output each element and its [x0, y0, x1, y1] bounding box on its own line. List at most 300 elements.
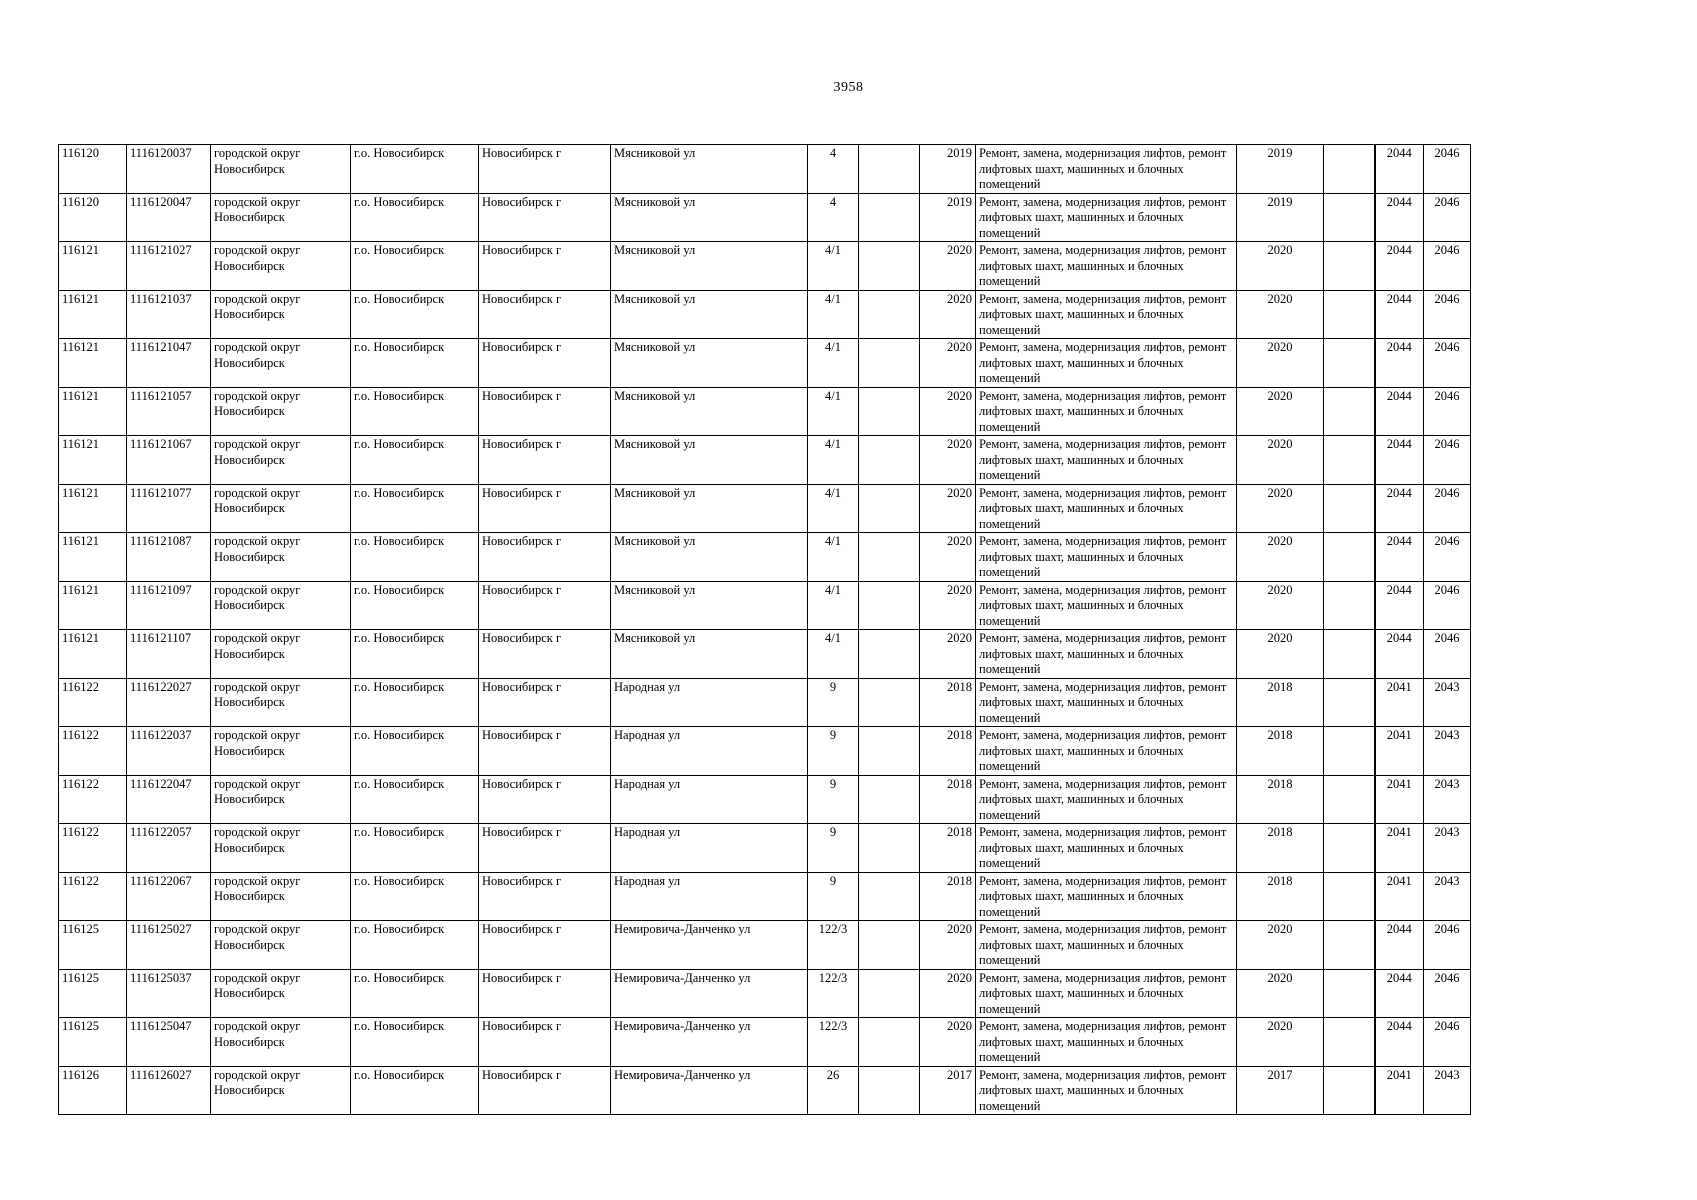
- planned-year-cell: 2020: [1237, 484, 1324, 533]
- planned-year-cell: 2018: [1237, 872, 1324, 921]
- empty-cell: [859, 533, 920, 582]
- blank-cell: [1324, 145, 1375, 194]
- element-id-cell: 1116121047: [127, 339, 211, 388]
- work-type-cell: Ремонт, замена, модернизация лифтов, ремонт лифтовых шахт, машинных и блочных помещений: [976, 921, 1237, 970]
- municipality-cell: городской округ Новосибирск: [211, 727, 351, 776]
- period-end-cell: 2046: [1424, 339, 1471, 388]
- district-cell: г.о. Новосибирск: [351, 533, 479, 582]
- house-number-cell: 4/1: [808, 339, 859, 388]
- house-id-cell: 116121: [59, 484, 127, 533]
- city-cell: Новосибирск г: [479, 242, 611, 291]
- empty-cell: [859, 1018, 920, 1067]
- year-cell: 2017: [920, 1066, 976, 1115]
- planned-year-cell: 2018: [1237, 727, 1324, 776]
- municipality-cell: городской округ Новосибирск: [211, 290, 351, 339]
- street-cell: Народная ул: [611, 872, 808, 921]
- house-id-cell: 116121: [59, 436, 127, 485]
- year-cell: 2020: [920, 484, 976, 533]
- city-cell: Новосибирск г: [479, 824, 611, 873]
- table-row: [59, 339, 1471, 388]
- district-cell: г.о. Новосибирск: [351, 824, 479, 873]
- element-id-cell: 1116121057: [127, 387, 211, 436]
- registry-table: [58, 144, 1471, 1115]
- work-type-cell: Ремонт, замена, модернизация лифтов, ремонт лифтовых шахт, машинных и блочных помещений: [976, 630, 1237, 679]
- street-cell: Мясниковой ул: [611, 436, 808, 485]
- municipality-cell: городской округ Новосибирск: [211, 824, 351, 873]
- house-id-cell: 116120: [59, 193, 127, 242]
- year-cell: 2020: [920, 969, 976, 1018]
- district-cell: г.о. Новосибирск: [351, 630, 479, 679]
- street-cell: Мясниковой ул: [611, 339, 808, 388]
- city-cell: Новосибирск г: [479, 1018, 611, 1067]
- table-row: [59, 436, 1471, 485]
- house-id-cell: 116122: [59, 678, 127, 727]
- table-body: [59, 145, 1471, 1115]
- work-type-cell: Ремонт, замена, модернизация лифтов, ремонт лифтовых шахт, машинных и блочных помещений: [976, 484, 1237, 533]
- period-end-cell: 2046: [1424, 921, 1471, 970]
- house-number-cell: 9: [808, 775, 859, 824]
- municipality-cell: городской округ Новосибирск: [211, 921, 351, 970]
- element-id-cell: 1116121107: [127, 630, 211, 679]
- period-start-cell: 2044: [1375, 290, 1424, 339]
- house-number-cell: 4: [808, 193, 859, 242]
- city-cell: Новосибирск г: [479, 193, 611, 242]
- period-start-cell: 2044: [1375, 581, 1424, 630]
- period-end-cell: 2046: [1424, 581, 1471, 630]
- table-row: [59, 872, 1471, 921]
- city-cell: Новосибирск г: [479, 678, 611, 727]
- blank-cell: [1324, 436, 1375, 485]
- empty-cell: [859, 630, 920, 679]
- planned-year-cell: 2020: [1237, 387, 1324, 436]
- table-row: [59, 824, 1471, 873]
- year-cell: 2019: [920, 193, 976, 242]
- street-cell: Мясниковой ул: [611, 145, 808, 194]
- planned-year-cell: 2019: [1237, 145, 1324, 194]
- empty-cell: [859, 872, 920, 921]
- work-type-cell: Ремонт, замена, модернизация лифтов, ремонт лифтовых шахт, машинных и блочных помещений: [976, 387, 1237, 436]
- year-cell: 2020: [920, 533, 976, 582]
- element-id-cell: 1116120047: [127, 193, 211, 242]
- blank-cell: [1324, 290, 1375, 339]
- house-id-cell: 116121: [59, 630, 127, 679]
- year-cell: 2018: [920, 872, 976, 921]
- planned-year-cell: 2020: [1237, 921, 1324, 970]
- element-id-cell: 1116121067: [127, 436, 211, 485]
- period-end-cell: 2043: [1424, 678, 1471, 727]
- district-cell: г.о. Новосибирск: [351, 969, 479, 1018]
- period-start-cell: 2044: [1375, 1018, 1424, 1067]
- planned-year-cell: 2020: [1237, 339, 1324, 388]
- period-start-cell: 2044: [1375, 242, 1424, 291]
- element-id-cell: 1116121037: [127, 290, 211, 339]
- period-end-cell: 2043: [1424, 1066, 1471, 1115]
- empty-cell: [859, 290, 920, 339]
- period-start-cell: 2044: [1375, 387, 1424, 436]
- district-cell: г.о. Новосибирск: [351, 581, 479, 630]
- blank-cell: [1324, 1066, 1375, 1115]
- house-number-cell: 4/1: [808, 387, 859, 436]
- district-cell: г.о. Новосибирск: [351, 1018, 479, 1067]
- period-start-cell: 2041: [1375, 872, 1424, 921]
- year-cell: 2018: [920, 678, 976, 727]
- period-end-cell: 2043: [1424, 824, 1471, 873]
- street-cell: Мясниковой ул: [611, 581, 808, 630]
- period-start-cell: 2044: [1375, 484, 1424, 533]
- house-number-cell: 122/3: [808, 969, 859, 1018]
- street-cell: Мясниковой ул: [611, 630, 808, 679]
- table-row: [59, 484, 1471, 533]
- municipality-cell: городской округ Новосибирск: [211, 242, 351, 291]
- district-cell: г.о. Новосибирск: [351, 484, 479, 533]
- municipality-cell: городской округ Новосибирск: [211, 387, 351, 436]
- house-id-cell: 116121: [59, 533, 127, 582]
- street-cell: Мясниковой ул: [611, 193, 808, 242]
- city-cell: Новосибирск г: [479, 1066, 611, 1115]
- planned-year-cell: 2020: [1237, 581, 1324, 630]
- planned-year-cell: 2020: [1237, 436, 1324, 485]
- city-cell: Новосибирск г: [479, 339, 611, 388]
- city-cell: Новосибирск г: [479, 581, 611, 630]
- empty-cell: [859, 727, 920, 776]
- city-cell: Новосибирск г: [479, 775, 611, 824]
- table-row: [59, 145, 1471, 194]
- period-end-cell: 2046: [1424, 630, 1471, 679]
- blank-cell: [1324, 484, 1375, 533]
- blank-cell: [1324, 969, 1375, 1018]
- year-cell: 2020: [920, 581, 976, 630]
- blank-cell: [1324, 242, 1375, 291]
- district-cell: г.о. Новосибирск: [351, 872, 479, 921]
- blank-cell: [1324, 339, 1375, 388]
- work-type-cell: Ремонт, замена, модернизация лифтов, ремонт лифтовых шахт, машинных и блочных помещений: [976, 872, 1237, 921]
- period-start-cell: 2041: [1375, 824, 1424, 873]
- period-end-cell: 2046: [1424, 1018, 1471, 1067]
- work-type-cell: Ремонт, замена, модернизация лифтов, ремонт лифтовых шахт, машинных и блочных помещений: [976, 242, 1237, 291]
- table-row: [59, 242, 1471, 291]
- period-end-cell: 2046: [1424, 484, 1471, 533]
- street-cell: Народная ул: [611, 775, 808, 824]
- house-number-cell: 9: [808, 678, 859, 727]
- house-number-cell: 4/1: [808, 436, 859, 485]
- period-end-cell: 2046: [1424, 242, 1471, 291]
- year-cell: 2020: [920, 630, 976, 679]
- street-cell: Народная ул: [611, 727, 808, 776]
- house-number-cell: 122/3: [808, 1018, 859, 1067]
- municipality-cell: городской округ Новосибирск: [211, 484, 351, 533]
- period-end-cell: 2046: [1424, 387, 1471, 436]
- empty-cell: [859, 678, 920, 727]
- district-cell: г.о. Новосибирск: [351, 290, 479, 339]
- element-id-cell: 1116121027: [127, 242, 211, 291]
- city-cell: Новосибирск г: [479, 872, 611, 921]
- period-start-cell: 2044: [1375, 193, 1424, 242]
- house-id-cell: 116121: [59, 387, 127, 436]
- district-cell: г.о. Новосибирск: [351, 145, 479, 194]
- city-cell: Новосибирск г: [479, 145, 611, 194]
- street-cell: Мясниковой ул: [611, 242, 808, 291]
- element-id-cell: 1116122037: [127, 727, 211, 776]
- house-number-cell: 4/1: [808, 290, 859, 339]
- work-type-cell: Ремонт, замена, модернизация лифтов, ремонт лифтовых шахт, машинных и блочных помещений: [976, 436, 1237, 485]
- house-number-cell: 26: [808, 1066, 859, 1115]
- table-row: [59, 193, 1471, 242]
- city-cell: Новосибирск г: [479, 533, 611, 582]
- city-cell: Новосибирск г: [479, 630, 611, 679]
- street-cell: Народная ул: [611, 824, 808, 873]
- year-cell: 2018: [920, 727, 976, 776]
- element-id-cell: 1116125047: [127, 1018, 211, 1067]
- municipality-cell: городской округ Новосибирск: [211, 193, 351, 242]
- municipality-cell: городской округ Новосибирск: [211, 1066, 351, 1115]
- blank-cell: [1324, 533, 1375, 582]
- work-type-cell: Ремонт, замена, модернизация лифтов, ремонт лифтовых шахт, машинных и блочных помещений: [976, 775, 1237, 824]
- planned-year-cell: 2019: [1237, 193, 1324, 242]
- district-cell: г.о. Новосибирск: [351, 387, 479, 436]
- house-number-cell: 4/1: [808, 533, 859, 582]
- municipality-cell: городской округ Новосибирск: [211, 436, 351, 485]
- empty-cell: [859, 242, 920, 291]
- district-cell: г.о. Новосибирск: [351, 727, 479, 776]
- element-id-cell: 1116120037: [127, 145, 211, 194]
- work-type-cell: Ремонт, замена, модернизация лифтов, ремонт лифтовых шахт, машинных и блочных помещений: [976, 727, 1237, 776]
- house-id-cell: 116122: [59, 727, 127, 776]
- element-id-cell: 1116122027: [127, 678, 211, 727]
- blank-cell: [1324, 630, 1375, 679]
- planned-year-cell: 2018: [1237, 824, 1324, 873]
- house-id-cell: 116121: [59, 581, 127, 630]
- year-cell: 2020: [920, 290, 976, 339]
- table-row: [59, 581, 1471, 630]
- planned-year-cell: 2017: [1237, 1066, 1324, 1115]
- blank-cell: [1324, 1018, 1375, 1067]
- period-start-cell: 2044: [1375, 339, 1424, 388]
- period-start-cell: 2044: [1375, 533, 1424, 582]
- element-id-cell: 1116122047: [127, 775, 211, 824]
- house-number-cell: 4/1: [808, 484, 859, 533]
- empty-cell: [859, 921, 920, 970]
- city-cell: Новосибирск г: [479, 969, 611, 1018]
- table-row: [59, 1018, 1471, 1067]
- blank-cell: [1324, 193, 1375, 242]
- year-cell: 2020: [920, 436, 976, 485]
- period-start-cell: 2044: [1375, 436, 1424, 485]
- house-id-cell: 116122: [59, 824, 127, 873]
- work-type-cell: Ремонт, замена, модернизация лифтов, ремонт лифтовых шахт, машинных и блочных помещений: [976, 339, 1237, 388]
- district-cell: г.о. Новосибирск: [351, 921, 479, 970]
- empty-cell: [859, 775, 920, 824]
- city-cell: Новосибирск г: [479, 921, 611, 970]
- table-row: [59, 969, 1471, 1018]
- district-cell: г.о. Новосибирск: [351, 242, 479, 291]
- work-type-cell: Ремонт, замена, модернизация лифтов, ремонт лифтовых шахт, машинных и блочных помещений: [976, 678, 1237, 727]
- table-row: [59, 630, 1471, 679]
- table-row: [59, 1066, 1471, 1115]
- district-cell: г.о. Новосибирск: [351, 775, 479, 824]
- table-row: [59, 921, 1471, 970]
- work-type-cell: Ремонт, замена, модернизация лифтов, ремонт лифтовых шахт, машинных и блочных помещений: [976, 969, 1237, 1018]
- district-cell: г.о. Новосибирск: [351, 1066, 479, 1115]
- planned-year-cell: 2020: [1237, 533, 1324, 582]
- street-cell: Немировича-Данченко ул: [611, 921, 808, 970]
- street-cell: Мясниковой ул: [611, 533, 808, 582]
- street-cell: Мясниковой ул: [611, 484, 808, 533]
- house-id-cell: 116122: [59, 775, 127, 824]
- work-type-cell: Ремонт, замена, модернизация лифтов, ремонт лифтовых шахт, машинных и блочных помещений: [976, 533, 1237, 582]
- empty-cell: [859, 145, 920, 194]
- year-cell: 2020: [920, 1018, 976, 1067]
- empty-cell: [859, 193, 920, 242]
- house-id-cell: 116125: [59, 969, 127, 1018]
- municipality-cell: городской округ Новосибирск: [211, 533, 351, 582]
- planned-year-cell: 2020: [1237, 969, 1324, 1018]
- city-cell: Новосибирск г: [479, 436, 611, 485]
- municipality-cell: городской округ Новосибирск: [211, 775, 351, 824]
- year-cell: 2020: [920, 242, 976, 291]
- blank-cell: [1324, 775, 1375, 824]
- municipality-cell: городской округ Новосибирск: [211, 678, 351, 727]
- house-id-cell: 116121: [59, 242, 127, 291]
- year-cell: 2020: [920, 921, 976, 970]
- year-cell: 2018: [920, 824, 976, 873]
- municipality-cell: городской округ Новосибирск: [211, 1018, 351, 1067]
- empty-cell: [859, 581, 920, 630]
- year-cell: 2018: [920, 775, 976, 824]
- work-type-cell: Ремонт, замена, модернизация лифтов, ремонт лифтовых шахт, машинных и блочных помещений: [976, 145, 1237, 194]
- table-row: [59, 678, 1471, 727]
- house-id-cell: 116122: [59, 872, 127, 921]
- table-row: [59, 727, 1471, 776]
- planned-year-cell: 2020: [1237, 1018, 1324, 1067]
- period-end-cell: 2046: [1424, 969, 1471, 1018]
- period-start-cell: 2041: [1375, 727, 1424, 776]
- table-row: [59, 290, 1471, 339]
- period-start-cell: 2044: [1375, 630, 1424, 679]
- house-number-cell: 4/1: [808, 581, 859, 630]
- street-cell: Мясниковой ул: [611, 387, 808, 436]
- house-number-cell: 9: [808, 727, 859, 776]
- city-cell: Новосибирск г: [479, 387, 611, 436]
- period-end-cell: 2046: [1424, 290, 1471, 339]
- municipality-cell: городской округ Новосибирск: [211, 872, 351, 921]
- street-cell: Народная ул: [611, 678, 808, 727]
- element-id-cell: 1116122057: [127, 824, 211, 873]
- municipality-cell: городской округ Новосибирск: [211, 969, 351, 1018]
- table-row: [59, 533, 1471, 582]
- blank-cell: [1324, 678, 1375, 727]
- city-cell: Новосибирск г: [479, 484, 611, 533]
- period-end-cell: 2046: [1424, 436, 1471, 485]
- blank-cell: [1324, 581, 1375, 630]
- element-id-cell: 1116122067: [127, 872, 211, 921]
- element-id-cell: 1116125027: [127, 921, 211, 970]
- element-id-cell: 1116121087: [127, 533, 211, 582]
- work-type-cell: Ремонт, замена, модернизация лифтов, ремонт лифтовых шахт, машинных и блочных помещений: [976, 824, 1237, 873]
- blank-cell: [1324, 387, 1375, 436]
- empty-cell: [859, 824, 920, 873]
- element-id-cell: 1116125037: [127, 969, 211, 1018]
- planned-year-cell: 2020: [1237, 290, 1324, 339]
- planned-year-cell: 2020: [1237, 630, 1324, 679]
- page-number: 3958: [833, 80, 864, 95]
- element-id-cell: 1116126027: [127, 1066, 211, 1115]
- house-number-cell: 9: [808, 872, 859, 921]
- period-end-cell: 2043: [1424, 872, 1471, 921]
- municipality-cell: городской округ Новосибирск: [211, 145, 351, 194]
- house-id-cell: 116125: [59, 1018, 127, 1067]
- work-type-cell: Ремонт, замена, модернизация лифтов, ремонт лифтовых шахт, машинных и блочных помещений: [976, 193, 1237, 242]
- work-type-cell: Ремонт, замена, модернизация лифтов, ремонт лифтовых шахт, машинных и блочных помещений: [976, 581, 1237, 630]
- blank-cell: [1324, 824, 1375, 873]
- district-cell: г.о. Новосибирск: [351, 339, 479, 388]
- work-type-cell: Ремонт, замена, модернизация лифтов, ремонт лифтовых шахт, машинных и блочных помещений: [976, 1018, 1237, 1067]
- period-start-cell: 2044: [1375, 969, 1424, 1018]
- year-cell: 2020: [920, 339, 976, 388]
- period-end-cell: 2046: [1424, 145, 1471, 194]
- empty-cell: [859, 969, 920, 1018]
- period-start-cell: 2041: [1375, 775, 1424, 824]
- empty-cell: [859, 1066, 920, 1115]
- municipality-cell: городской округ Новосибирск: [211, 339, 351, 388]
- street-cell: Немировича-Данченко ул: [611, 1018, 808, 1067]
- planned-year-cell: 2018: [1237, 775, 1324, 824]
- city-cell: Новосибирск г: [479, 290, 611, 339]
- work-type-cell: Ремонт, замена, модернизация лифтов, ремонт лифтовых шахт, машинных и блочных помещений: [976, 1066, 1237, 1115]
- empty-cell: [859, 339, 920, 388]
- street-cell: Немировича-Данченко ул: [611, 969, 808, 1018]
- house-id-cell: 116125: [59, 921, 127, 970]
- period-start-cell: 2041: [1375, 678, 1424, 727]
- element-id-cell: 1116121097: [127, 581, 211, 630]
- element-id-cell: 1116121077: [127, 484, 211, 533]
- table-row: [59, 775, 1471, 824]
- year-cell: 2020: [920, 387, 976, 436]
- planned-year-cell: 2018: [1237, 678, 1324, 727]
- period-start-cell: 2044: [1375, 145, 1424, 194]
- empty-cell: [859, 387, 920, 436]
- blank-cell: [1324, 872, 1375, 921]
- empty-cell: [859, 484, 920, 533]
- municipality-cell: городской округ Новосибирск: [211, 581, 351, 630]
- work-type-cell: Ремонт, замена, модернизация лифтов, ремонт лифтовых шахт, машинных и блочных помещений: [976, 290, 1237, 339]
- house-number-cell: 9: [808, 824, 859, 873]
- house-number-cell: 4/1: [808, 242, 859, 291]
- period-start-cell: 2044: [1375, 921, 1424, 970]
- planned-year-cell: 2020: [1237, 242, 1324, 291]
- house-id-cell: 116120: [59, 145, 127, 194]
- house-id-cell: 116121: [59, 290, 127, 339]
- house-number-cell: 122/3: [808, 921, 859, 970]
- house-number-cell: 4: [808, 145, 859, 194]
- house-number-cell: 4/1: [808, 630, 859, 679]
- period-end-cell: 2043: [1424, 775, 1471, 824]
- blank-cell: [1324, 727, 1375, 776]
- district-cell: г.о. Новосибирск: [351, 678, 479, 727]
- district-cell: г.о. Новосибирск: [351, 193, 479, 242]
- period-end-cell: 2046: [1424, 193, 1471, 242]
- municipality-cell: городской округ Новосибирск: [211, 630, 351, 679]
- period-end-cell: 2046: [1424, 533, 1471, 582]
- city-cell: Новосибирск г: [479, 727, 611, 776]
- table-row: [59, 387, 1471, 436]
- period-end-cell: 2043: [1424, 727, 1471, 776]
- empty-cell: [859, 436, 920, 485]
- period-start-cell: 2041: [1375, 1066, 1424, 1115]
- year-cell: 2019: [920, 145, 976, 194]
- house-id-cell: 116121: [59, 339, 127, 388]
- blank-cell: [1324, 921, 1375, 970]
- street-cell: Мясниковой ул: [611, 290, 808, 339]
